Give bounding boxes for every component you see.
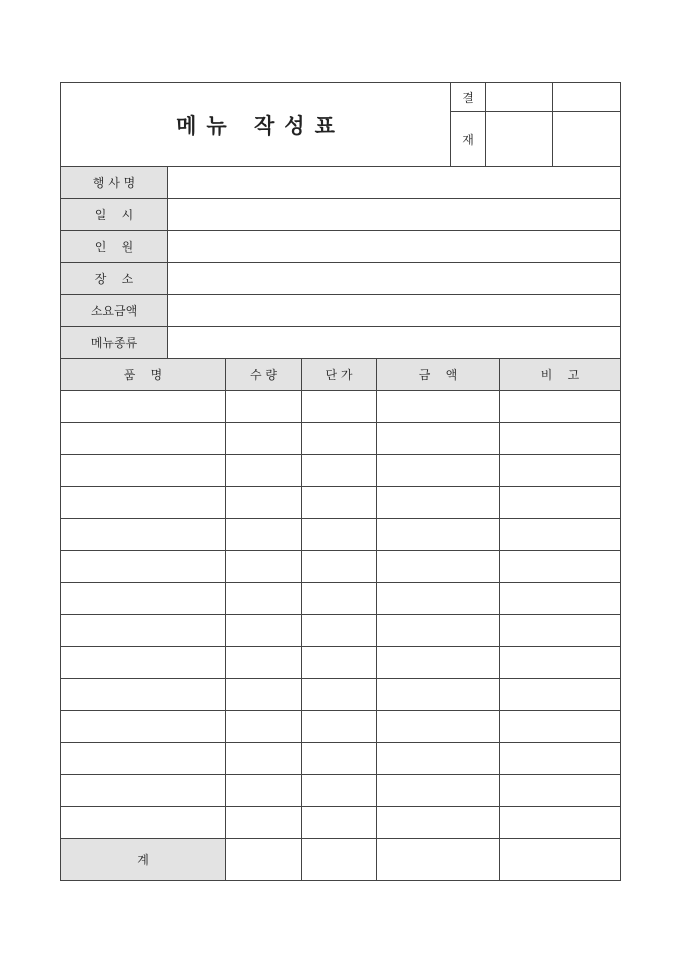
unit-price-cell[interactable]	[302, 647, 377, 679]
info-row-datetime	[61, 199, 621, 231]
amount-cell[interactable]	[377, 647, 500, 679]
item-name-cell[interactable]	[61, 583, 226, 615]
total-label: 계	[61, 839, 226, 881]
unit-price-cell[interactable]	[302, 615, 377, 647]
quantity-cell[interactable]	[226, 487, 302, 519]
amount-cell[interactable]	[377, 775, 500, 807]
remarks-cell[interactable]	[500, 711, 621, 743]
item-name-cell[interactable]	[61, 775, 226, 807]
item-name-cell[interactable]	[61, 743, 226, 775]
unit-price-cell[interactable]	[302, 743, 377, 775]
remarks-cell[interactable]	[500, 615, 621, 647]
table-row	[61, 679, 621, 711]
total-quantity[interactable]	[226, 839, 302, 881]
total-unit-price[interactable]	[302, 839, 377, 881]
info-row-cost	[61, 295, 621, 327]
title-cell	[61, 83, 451, 167]
quantity-cell[interactable]	[226, 583, 302, 615]
item-name-cell[interactable]	[61, 487, 226, 519]
unit-price-cell[interactable]	[302, 551, 377, 583]
header-item-name: 품 명	[61, 359, 226, 391]
unit-price-cell[interactable]	[302, 711, 377, 743]
quantity-cell[interactable]	[226, 743, 302, 775]
item-name-cell[interactable]	[61, 423, 226, 455]
amount-cell[interactable]	[377, 583, 500, 615]
table-row	[61, 711, 621, 743]
remarks-cell[interactable]	[500, 551, 621, 583]
amount-cell[interactable]	[377, 679, 500, 711]
item-name-cell[interactable]	[61, 679, 226, 711]
remarks-cell[interactable]	[500, 391, 621, 423]
info-row-menu-type	[61, 327, 621, 359]
table-row	[61, 615, 621, 647]
item-name-cell[interactable]	[61, 711, 226, 743]
info-row-event-name	[61, 167, 621, 199]
info-row-location	[61, 263, 621, 295]
field-datetime[interactable]	[168, 199, 621, 231]
remarks-cell[interactable]	[500, 519, 621, 551]
field-menu-type[interactable]	[168, 327, 621, 359]
info-table	[60, 166, 621, 359]
remarks-cell[interactable]	[500, 487, 621, 519]
quantity-cell[interactable]	[226, 647, 302, 679]
header-unit-price: 단 가	[302, 359, 377, 391]
item-rows	[61, 391, 621, 839]
item-name-cell[interactable]	[61, 455, 226, 487]
amount-cell[interactable]	[377, 391, 500, 423]
quantity-cell[interactable]	[226, 391, 302, 423]
amount-cell[interactable]	[377, 743, 500, 775]
unit-price-cell[interactable]	[302, 455, 377, 487]
item-name-cell[interactable]	[61, 647, 226, 679]
table-row	[61, 423, 621, 455]
quantity-cell[interactable]	[226, 551, 302, 583]
amount-cell[interactable]	[377, 711, 500, 743]
info-row-headcount	[61, 231, 621, 263]
table-row	[61, 455, 621, 487]
amount-cell[interactable]	[377, 519, 500, 551]
unit-price-cell[interactable]	[302, 519, 377, 551]
amount-cell[interactable]	[377, 487, 500, 519]
amount-cell[interactable]	[377, 551, 500, 583]
amount-cell[interactable]	[377, 807, 500, 839]
item-name-cell[interactable]	[61, 551, 226, 583]
header-amount: 금 액	[377, 359, 500, 391]
remarks-cell[interactable]	[500, 743, 621, 775]
total-remarks[interactable]	[500, 839, 621, 881]
quantity-cell[interactable]	[226, 423, 302, 455]
page-title: 메뉴 작성표	[176, 112, 345, 138]
quantity-cell[interactable]	[226, 775, 302, 807]
field-cost[interactable]	[168, 295, 621, 327]
approval-label-bottom: 재	[451, 112, 486, 167]
header-table	[60, 82, 621, 167]
header-remarks: 비 고	[500, 359, 621, 391]
label-datetime: 일 시	[61, 199, 168, 231]
quantity-cell[interactable]	[226, 615, 302, 647]
label-cost: 소요금액	[61, 295, 168, 327]
table-row	[61, 519, 621, 551]
table-row	[61, 391, 621, 423]
table-row	[61, 743, 621, 775]
remarks-cell[interactable]	[500, 423, 621, 455]
label-event-name: 행 사 명	[61, 167, 168, 199]
field-headcount[interactable]	[168, 231, 621, 263]
amount-cell[interactable]	[377, 455, 500, 487]
table-row	[61, 551, 621, 583]
unit-price-cell[interactable]	[302, 679, 377, 711]
label-headcount: 인 원	[61, 231, 168, 263]
remarks-cell[interactable]	[500, 775, 621, 807]
unit-price-cell[interactable]	[302, 391, 377, 423]
unit-price-cell[interactable]	[302, 423, 377, 455]
items-header-row	[61, 359, 621, 391]
remarks-cell[interactable]	[500, 647, 621, 679]
unit-price-cell[interactable]	[302, 583, 377, 615]
quantity-cell[interactable]	[226, 519, 302, 551]
menu-form	[60, 82, 620, 881]
table-row	[61, 807, 621, 839]
unit-price-cell[interactable]	[302, 487, 377, 519]
quantity-cell[interactable]	[226, 455, 302, 487]
table-row	[61, 583, 621, 615]
amount-cell[interactable]	[377, 615, 500, 647]
item-name-cell[interactable]	[61, 615, 226, 647]
unit-price-cell[interactable]	[302, 807, 377, 839]
label-location: 장 소	[61, 263, 168, 295]
approval-header-cell-1[interactable]	[486, 83, 553, 112]
remarks-cell[interactable]	[500, 807, 621, 839]
quantity-cell[interactable]	[226, 711, 302, 743]
table-row	[61, 647, 621, 679]
table-row	[61, 487, 621, 519]
item-name-cell[interactable]	[61, 519, 226, 551]
label-menu-type: 메뉴종류	[61, 327, 168, 359]
remarks-cell[interactable]	[500, 455, 621, 487]
approval-label-top: 결	[451, 83, 486, 112]
header-quantity: 수 량	[226, 359, 302, 391]
field-event-name[interactable]	[168, 167, 621, 199]
item-name-cell[interactable]	[61, 807, 226, 839]
approval-header-cell-2[interactable]	[553, 83, 621, 112]
approval-sign-cell-2[interactable]	[553, 112, 621, 167]
approval-sign-cell-1[interactable]	[486, 112, 553, 167]
amount-cell[interactable]	[377, 423, 500, 455]
item-name-cell[interactable]	[61, 391, 226, 423]
quantity-cell[interactable]	[226, 679, 302, 711]
table-row	[61, 775, 621, 807]
remarks-cell[interactable]	[500, 679, 621, 711]
field-location[interactable]	[168, 263, 621, 295]
items-table	[60, 358, 621, 881]
total-amount[interactable]	[377, 839, 500, 881]
quantity-cell[interactable]	[226, 807, 302, 839]
total-row	[61, 839, 621, 881]
unit-price-cell[interactable]	[302, 775, 377, 807]
remarks-cell[interactable]	[500, 583, 621, 615]
